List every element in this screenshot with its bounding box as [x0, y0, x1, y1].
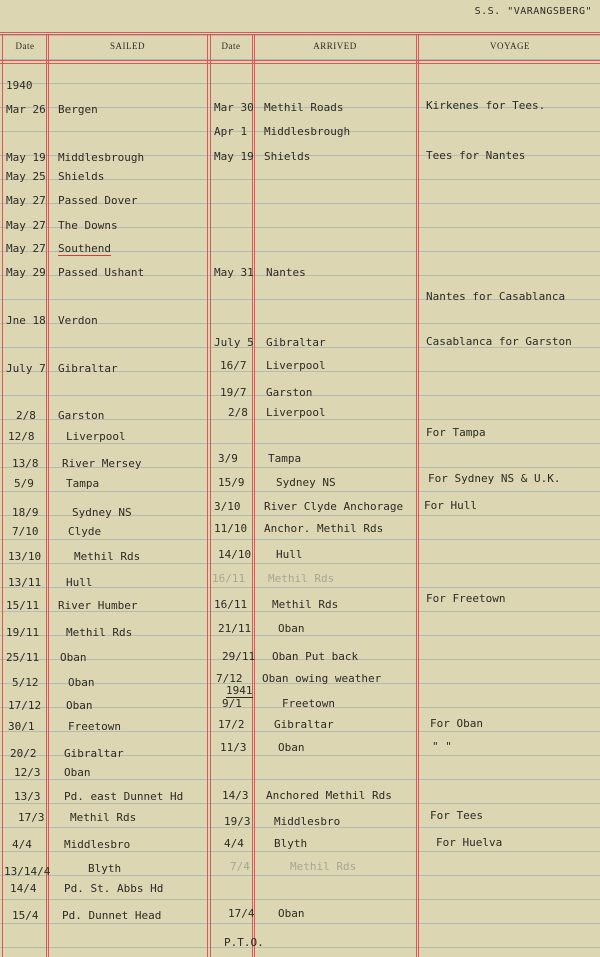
col-rule-arrived-date	[252, 34, 253, 957]
arrived-place: Methil Roads	[264, 101, 344, 114]
sailed-date: 13/3	[14, 790, 41, 803]
arrived-place: Anchored Methil Rds	[266, 789, 392, 802]
arrived-place: Nantes	[266, 266, 306, 279]
arrived-date: 11/3	[220, 741, 247, 754]
sailed-place: Methil Rds	[74, 550, 141, 563]
header-arrived: ARRIVED	[313, 41, 357, 51]
arrived-place: River Clyde Anchorage	[264, 500, 404, 513]
arrived-place: Oban Put back	[272, 650, 359, 663]
arrived-year-1941: 1941	[226, 684, 253, 697]
arrived-date: Apr 1	[214, 125, 248, 138]
arrived-date: 14/3	[222, 789, 249, 802]
sailed-date: 13/8	[12, 457, 39, 470]
sailed-place: Tampa	[66, 477, 100, 490]
arrived-date: 7/12	[216, 672, 243, 685]
sailed-date: May 25	[6, 170, 46, 183]
sailed-place: Sydney NS	[72, 506, 132, 519]
sailed-place: Blyth	[88, 862, 122, 875]
arrived-place: Tampa	[268, 452, 302, 465]
header-sailed: SAILED	[110, 41, 145, 51]
sailed-place: Shields	[58, 170, 105, 183]
year-1940: 1940	[6, 79, 33, 92]
sailed-place: Pd. St. Abbs Hd	[64, 882, 164, 895]
arrived-place-faint: Methil Rds	[290, 860, 357, 873]
sailed-place: Garston	[58, 409, 105, 422]
arrived-date-faint: 7/4	[230, 860, 250, 873]
arrived-date: 19/3	[224, 815, 251, 828]
sailed-date: May 19	[6, 151, 46, 164]
arrived-date: 3/10	[214, 500, 241, 513]
sailed-date: 18/9	[12, 506, 39, 519]
sailed-date: 19/11	[6, 626, 40, 639]
col-rule-sailed-date	[46, 34, 47, 957]
voyage-entry: For Sydney NS & U.K.	[428, 472, 561, 485]
sailed-date: Mar 26	[6, 103, 46, 116]
sailed-date: May 27	[6, 219, 46, 232]
arrived-date: 17/2	[218, 718, 245, 731]
sailed-place: Passed Dover	[58, 194, 138, 207]
ship-name: S.S. "VARANGSBERG"	[474, 6, 592, 17]
arrived-date: 2/8	[228, 406, 248, 419]
arrived-place: Garston	[266, 386, 313, 399]
arrived-place: Middlesbro	[274, 815, 341, 828]
col-rule-sailed-date-2	[48, 34, 49, 957]
sailed-date: 15/4	[12, 909, 39, 922]
sailed-date: May 27	[6, 242, 46, 255]
col-rule-sailed-2	[210, 34, 211, 957]
sailed-date: 12/8	[8, 430, 35, 443]
top-rule-2	[0, 34, 600, 35]
sailed-place: Clyde	[68, 525, 102, 538]
header-date-arrived: Date	[221, 41, 241, 51]
sailed-place-underlined: Southend	[58, 242, 111, 255]
arrived-place: Blyth	[274, 837, 308, 850]
header-voyage: VOYAGE	[490, 41, 530, 51]
arrived-place: Anchor. Methil Rds	[264, 522, 384, 535]
sailed-place: Pd. Dunnet Head	[62, 909, 162, 922]
sailed-place: Gibraltar	[58, 362, 118, 375]
header-rule-2	[0, 63, 600, 64]
voyage-entry: For Hull	[424, 499, 477, 512]
sailed-date: 12/3	[14, 766, 41, 779]
arrived-date: 11/10	[214, 522, 248, 535]
sailed-date: 17/12	[8, 699, 42, 712]
arrived-date: 21/11	[218, 622, 252, 635]
sailed-date: May 29	[6, 266, 46, 279]
pto-footer: P.T.O.	[224, 936, 264, 949]
arrived-date: 16/7	[220, 359, 247, 372]
sailed-place: Freetown	[68, 720, 121, 733]
arrived-place: Gibraltar	[266, 336, 326, 349]
sailed-date: 2/8	[16, 409, 36, 422]
sailed-date: July 7	[6, 362, 46, 375]
arrived-place: Gibraltar	[274, 718, 334, 731]
sailed-place: The Downs	[58, 219, 118, 232]
sailed-place: Verdon	[58, 314, 98, 327]
arrived-date: Mar 30	[214, 101, 254, 114]
voyage-ditto: " "	[432, 740, 452, 753]
voyage-entry: For Tampa	[426, 426, 486, 439]
sailed-date: 13/10	[8, 550, 42, 563]
sailed-date: 25/11	[6, 651, 40, 664]
arrived-date: 15/9	[218, 476, 245, 489]
arrived-place: Hull	[276, 548, 303, 561]
arrived-date: July 5	[214, 336, 254, 349]
voyage-entry: For Tees	[430, 809, 483, 822]
sailed-date: 30/1	[8, 720, 35, 733]
top-rule	[0, 32, 600, 33]
col-rule-sailed	[207, 34, 208, 957]
sailed-place: Oban	[68, 676, 95, 689]
arrived-date: 9/1	[222, 697, 242, 710]
sailed-place: River Humber	[58, 599, 138, 612]
arrived-place: Oban	[278, 622, 305, 635]
header-date-sailed: Date	[15, 41, 35, 51]
arrived-place: Freetown	[282, 697, 335, 710]
sailed-date: 20/2	[10, 747, 37, 760]
sailed-place: Oban	[64, 766, 91, 779]
arrived-place: Oban	[278, 907, 305, 920]
arrived-place: Methil Rds	[272, 598, 339, 611]
sailed-place: Gibraltar	[64, 747, 124, 760]
arrived-place: Middlesbrough	[264, 125, 351, 138]
sailed-date: 17/3	[18, 811, 45, 824]
arrived-place: Liverpool	[266, 406, 326, 419]
sailed-date: 15/11	[6, 599, 40, 612]
sailed-date: 4/4	[12, 838, 32, 851]
arrived-date: 3/9	[218, 452, 238, 465]
arrived-place: Sydney NS	[276, 476, 336, 489]
arrived-date: 29/11	[222, 650, 256, 663]
voyage-entry: Kirkenes for Tees.	[426, 99, 546, 112]
voyage-entry: For Freetown	[426, 592, 506, 605]
col-rule-arrived-2	[418, 34, 419, 957]
sailed-place: Pd. east Dunnet Hd	[64, 790, 184, 803]
arrived-date: 16/11	[214, 598, 248, 611]
voyage-entry: For Oban	[430, 717, 483, 730]
sailed-place: Oban	[60, 651, 87, 664]
sailed-place: Oban	[66, 699, 93, 712]
sailed-date: 14/4	[10, 882, 37, 895]
arrived-place: Shields	[264, 150, 311, 163]
sailed-date: 13/11	[8, 576, 42, 589]
sailed-date: 13/14/4	[4, 865, 51, 878]
arrived-date: 4/4	[224, 837, 244, 850]
voyage-entry: For Huelva	[436, 836, 503, 849]
sailed-date: 5/12	[12, 676, 39, 689]
arrived-place-faint: Methil Rds	[268, 572, 335, 585]
col-rule-left	[2, 34, 3, 957]
voyage-entry: Tees for Nantes	[426, 149, 526, 162]
sailed-place: Middlesbrough	[58, 151, 145, 164]
arrived-date: 17/4	[228, 907, 255, 920]
arrived-place: Liverpool	[266, 359, 326, 372]
arrived-place: Oban owing weather	[262, 672, 382, 685]
arrived-date: May 31	[214, 266, 254, 279]
sailed-date: May 27	[6, 194, 46, 207]
sailed-place: Hull	[66, 576, 93, 589]
sailed-place: Methil Rds	[66, 626, 133, 639]
sailed-place: Methil Rds	[70, 811, 137, 824]
col-rule-arrived	[416, 34, 417, 957]
sailed-place: Passed Ushant	[58, 266, 145, 279]
sailed-date: 5/9	[14, 477, 34, 490]
sailed-place: Bergen	[58, 103, 98, 116]
arrived-date-faint: 16/11	[212, 572, 246, 585]
sailed-date: 7/10	[12, 525, 39, 538]
sailed-place: Liverpool	[66, 430, 126, 443]
voyage-entry: Nantes for Casablanca	[426, 290, 566, 303]
sailed-place: Middlesbro	[64, 838, 131, 851]
voyage-entry: Casablanca for Garston	[426, 335, 572, 348]
col-rule-arrived-date-2	[254, 34, 255, 957]
arrived-date: 14/10	[218, 548, 252, 561]
header-rule	[0, 60, 600, 61]
arrived-date: 19/7	[220, 386, 247, 399]
sailed-place: River Mersey	[62, 457, 142, 470]
arrived-date: May 19	[214, 150, 254, 163]
sailed-date: Jne 18	[6, 314, 46, 327]
arrived-place: Oban	[278, 741, 305, 754]
